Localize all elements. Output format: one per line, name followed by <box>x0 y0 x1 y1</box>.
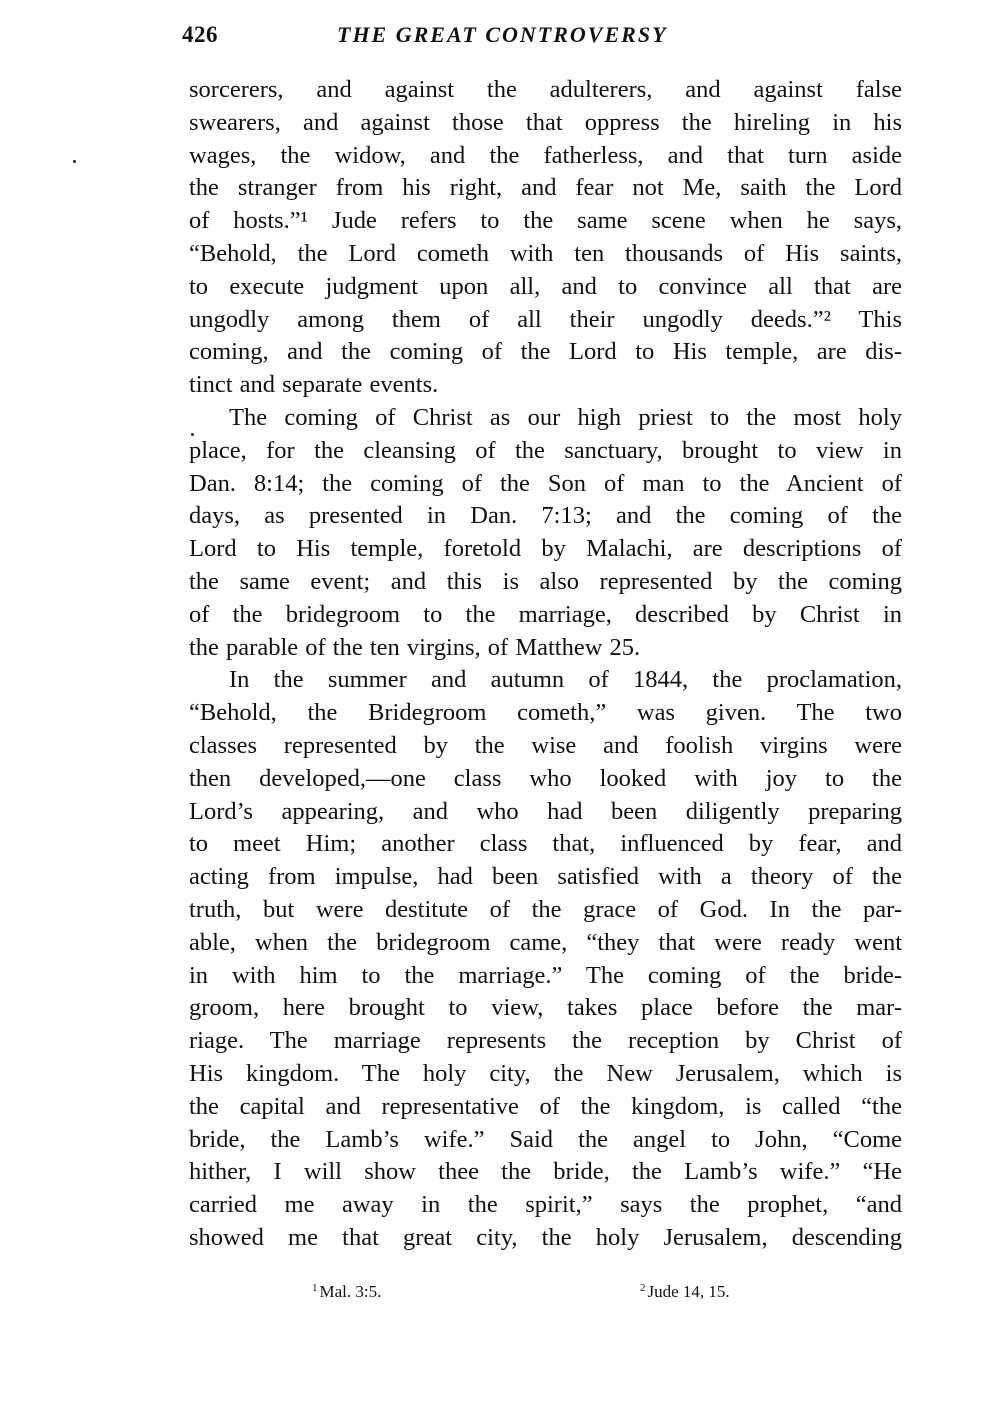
text-line: Lord’s appearing, and who had been diligently preparing <box>189 797 902 825</box>
footnote-text: Mal. 3:5. <box>319 1282 382 1301</box>
footnote-1 <box>312 1282 381 1302</box>
text-line: tinct and separate events. <box>189 371 439 399</box>
text-line: riage. The marriage represents the reception by Christ of <box>189 1027 902 1055</box>
text-line: swearers, and against those that oppress the hireling in his <box>189 108 902 136</box>
footnote-marker: 1 <box>312 1282 318 1294</box>
text-line: wages, the widow, and the fatherless, and that turn aside <box>189 141 902 169</box>
text-line: place, for the cleansing of the sanctuary, brought to view in <box>189 436 902 464</box>
text-line: bride, the Lamb’s wife.” Said the angel to John, “Come <box>189 1125 902 1153</box>
text-line: then developed,—one class who looked with joy to the <box>189 764 902 792</box>
text-line: His kingdom. The holy city, the New Jerusalem, which is <box>189 1059 902 1087</box>
page-number: 426 <box>182 22 218 47</box>
footnote-text: Jude 14, 15. <box>647 1282 730 1301</box>
text-line: days, as presented in Dan. 7:13; and the coming of the <box>189 502 902 530</box>
scan-speck <box>73 160 76 163</box>
text-line: Dan. 8:14; the coming of the Son of man to the Ancient of <box>189 469 902 497</box>
text-line: of the bridegroom to the marriage, described by Christ in <box>189 600 902 628</box>
text-line: in with him to the marriage.” The coming of the bride- <box>189 961 902 989</box>
text-line: truth, but were destitute of the grace of God. In the par- <box>189 895 902 923</box>
body-text <box>189 74 902 1255</box>
text-line: “Behold, the Bridegroom cometh,” was given. The two <box>189 699 902 727</box>
text-line: coming, and the coming of the Lord to His temple, are dis- <box>189 338 902 366</box>
text-line: groom, here brought to view, takes place before the mar- <box>189 994 902 1022</box>
text-line: the parable of the ten virgins, of Matthew 25. <box>189 633 641 661</box>
text-line: to meet Him; another class that, influenced by fear, and <box>189 830 902 858</box>
text-line: classes represented by the wise and foolish virgins were <box>189 731 902 759</box>
text-line: of hosts.”¹ Jude refers to the same scene when he says, <box>189 207 902 235</box>
text-line: “Behold, the Lord cometh with ten thousands of His saints, <box>189 239 902 267</box>
text-line: The coming of Christ as our high priest to the most holy <box>229 403 902 431</box>
text-line: the capital and representative of the kingdom, is called “the <box>189 1092 902 1120</box>
text-line: In the summer and autumn of 1844, the proclamation, <box>229 666 902 694</box>
footnotes <box>0 1282 1000 1312</box>
text-line: Lord to His temple, foretold by Malachi, are descriptions of <box>189 535 902 563</box>
text-line: hither, I will show thee the bride, the Lamb’s wife.” “He <box>189 1158 902 1186</box>
text-line: ungodly among them of all their ungodly deeds.”² This <box>189 305 902 333</box>
text-line: able, when the bridegroom came, “they that were ready went <box>189 928 902 956</box>
text-line: the stranger from his right, and fear not Me, saith the Lord <box>189 174 902 202</box>
text-line: carried me away in the spirit,” says the prophet, “and <box>189 1191 902 1219</box>
footnote-marker: 2 <box>640 1282 646 1294</box>
running-title: THE GREAT CONTROVERSY <box>337 22 668 47</box>
text-line: to execute judgment upon all, and to convince all that are <box>189 272 902 300</box>
text-line: acting from impulse, had been satisfied with a theory of the <box>189 863 902 891</box>
text-line: sorcerers, and against the adulterers, and against false <box>189 76 902 103</box>
text-line: the same event; and this is also represented by the coming <box>189 567 902 595</box>
text-line: showed me that great city, the holy Jerusalem, descending <box>189 1223 902 1251</box>
page-header <box>182 22 907 56</box>
footnote-2 <box>640 1282 730 1302</box>
